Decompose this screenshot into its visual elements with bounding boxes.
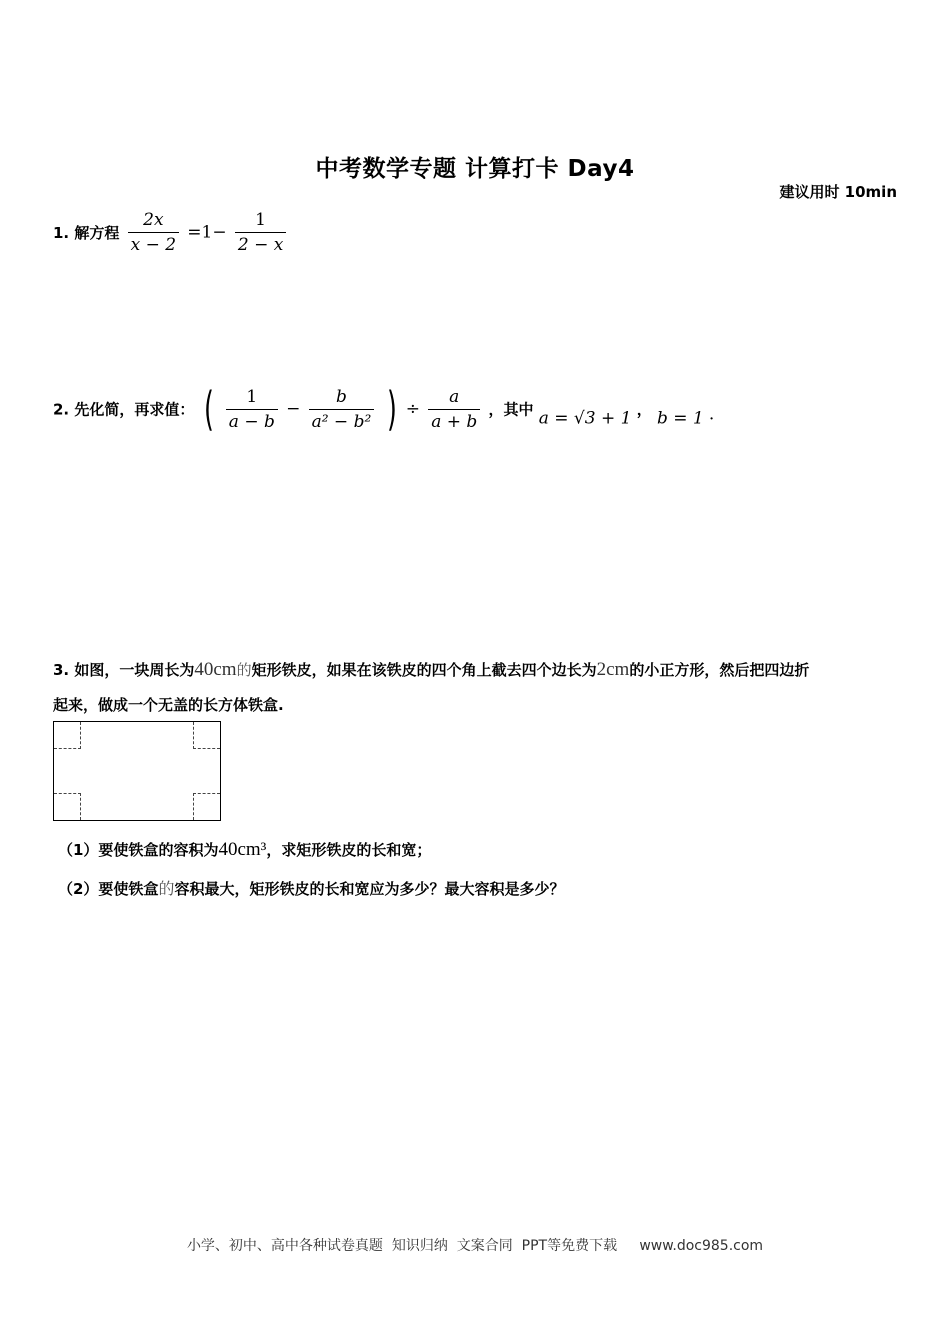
fraction-denominator: a − b	[228, 411, 275, 432]
question-2-label: 2. 先化简，再求值：	[53, 400, 195, 419]
page-title: 中考数学专题 计算打卡 Day4	[315, 156, 635, 182]
minus-sign: −	[286, 399, 301, 419]
q3-unit-suffix: 的	[236, 661, 252, 679]
fraction-denominator: x − 2	[130, 235, 177, 255]
corner-square-bottom-left	[54, 793, 81, 820]
q3-sub1-text-end: ，求矩形铁皮的长和宽；	[266, 841, 432, 859]
q3-text-2: 矩形铁皮，如果在该铁皮的四个角上截去四个边长为	[251, 661, 597, 679]
corner-square-bottom-right	[193, 793, 220, 820]
corner-square-top-right	[193, 722, 220, 749]
question-3-part-2	[58, 876, 564, 899]
fraction-1-over-2-minus-x	[235, 210, 286, 255]
division-sign: ÷	[405, 399, 420, 419]
question-3-part-1	[58, 839, 431, 861]
fraction-2x-over-x-minus-2	[128, 210, 179, 255]
question-2	[53, 382, 715, 436]
a-value: a = √3 + 1	[538, 408, 632, 429]
equals-one-minus: =1−	[187, 222, 227, 243]
fraction-1-over-a-minus-b	[226, 387, 278, 432]
fraction-numerator: 1	[255, 210, 266, 230]
q3-sub2-text-end: 容积最大，矩形铁皮的长和宽应为多少？最大容积是多少？	[174, 880, 565, 898]
question-1	[53, 210, 289, 255]
separator: ，	[636, 400, 652, 419]
left-paren: (	[203, 382, 214, 436]
q3-sub1-unit: 40cm³	[218, 839, 267, 860]
fraction-denominator: a² − b²	[311, 411, 372, 432]
q3-text-1: 3. 如图，一块周长为	[53, 661, 195, 679]
suggested-time: 建议用时 10min	[779, 183, 897, 201]
footer-text: 小学、初中、高中各种试卷真题 知识归纳 文案合同 PPT等免费下载 www.doc985.com	[186, 1238, 764, 1254]
q3-unit-2cm: 2cm	[596, 659, 630, 680]
q3-sub2-de: 的	[158, 879, 175, 898]
fraction-numerator: 1	[246, 386, 258, 407]
q3-text-3: 的小正方形，然后把四边折	[629, 661, 810, 679]
fraction-a-over-a-plus-b	[428, 387, 480, 432]
where-text: ，其中	[488, 400, 534, 419]
fraction-numerator: b	[335, 386, 347, 407]
question-1-label: 1. 解方程	[53, 224, 120, 242]
q3-sub1-text: （1）要使铁盒的容积为	[58, 841, 219, 859]
fraction-numerator: a	[449, 386, 460, 407]
period: .	[708, 404, 715, 425]
right-paren: )	[386, 382, 397, 436]
question-3-line-1	[53, 659, 809, 681]
fraction-denominator: a + b	[431, 411, 478, 432]
corner-square-top-left	[54, 722, 81, 749]
q3-sub2-text: （2）要使铁盒	[58, 880, 159, 898]
question-3-line-2: 起来，做成一个无盖的长方体铁盒.	[53, 696, 284, 714]
b-value: b = 1	[656, 408, 704, 429]
q3-unit-40cm: 40cm	[194, 659, 237, 680]
fraction-b-over-a2-minus-b2	[309, 387, 375, 432]
rectangle-figure	[53, 721, 221, 821]
fraction-numerator: 2x	[143, 210, 164, 230]
fraction-denominator: 2 − x	[237, 235, 284, 255]
